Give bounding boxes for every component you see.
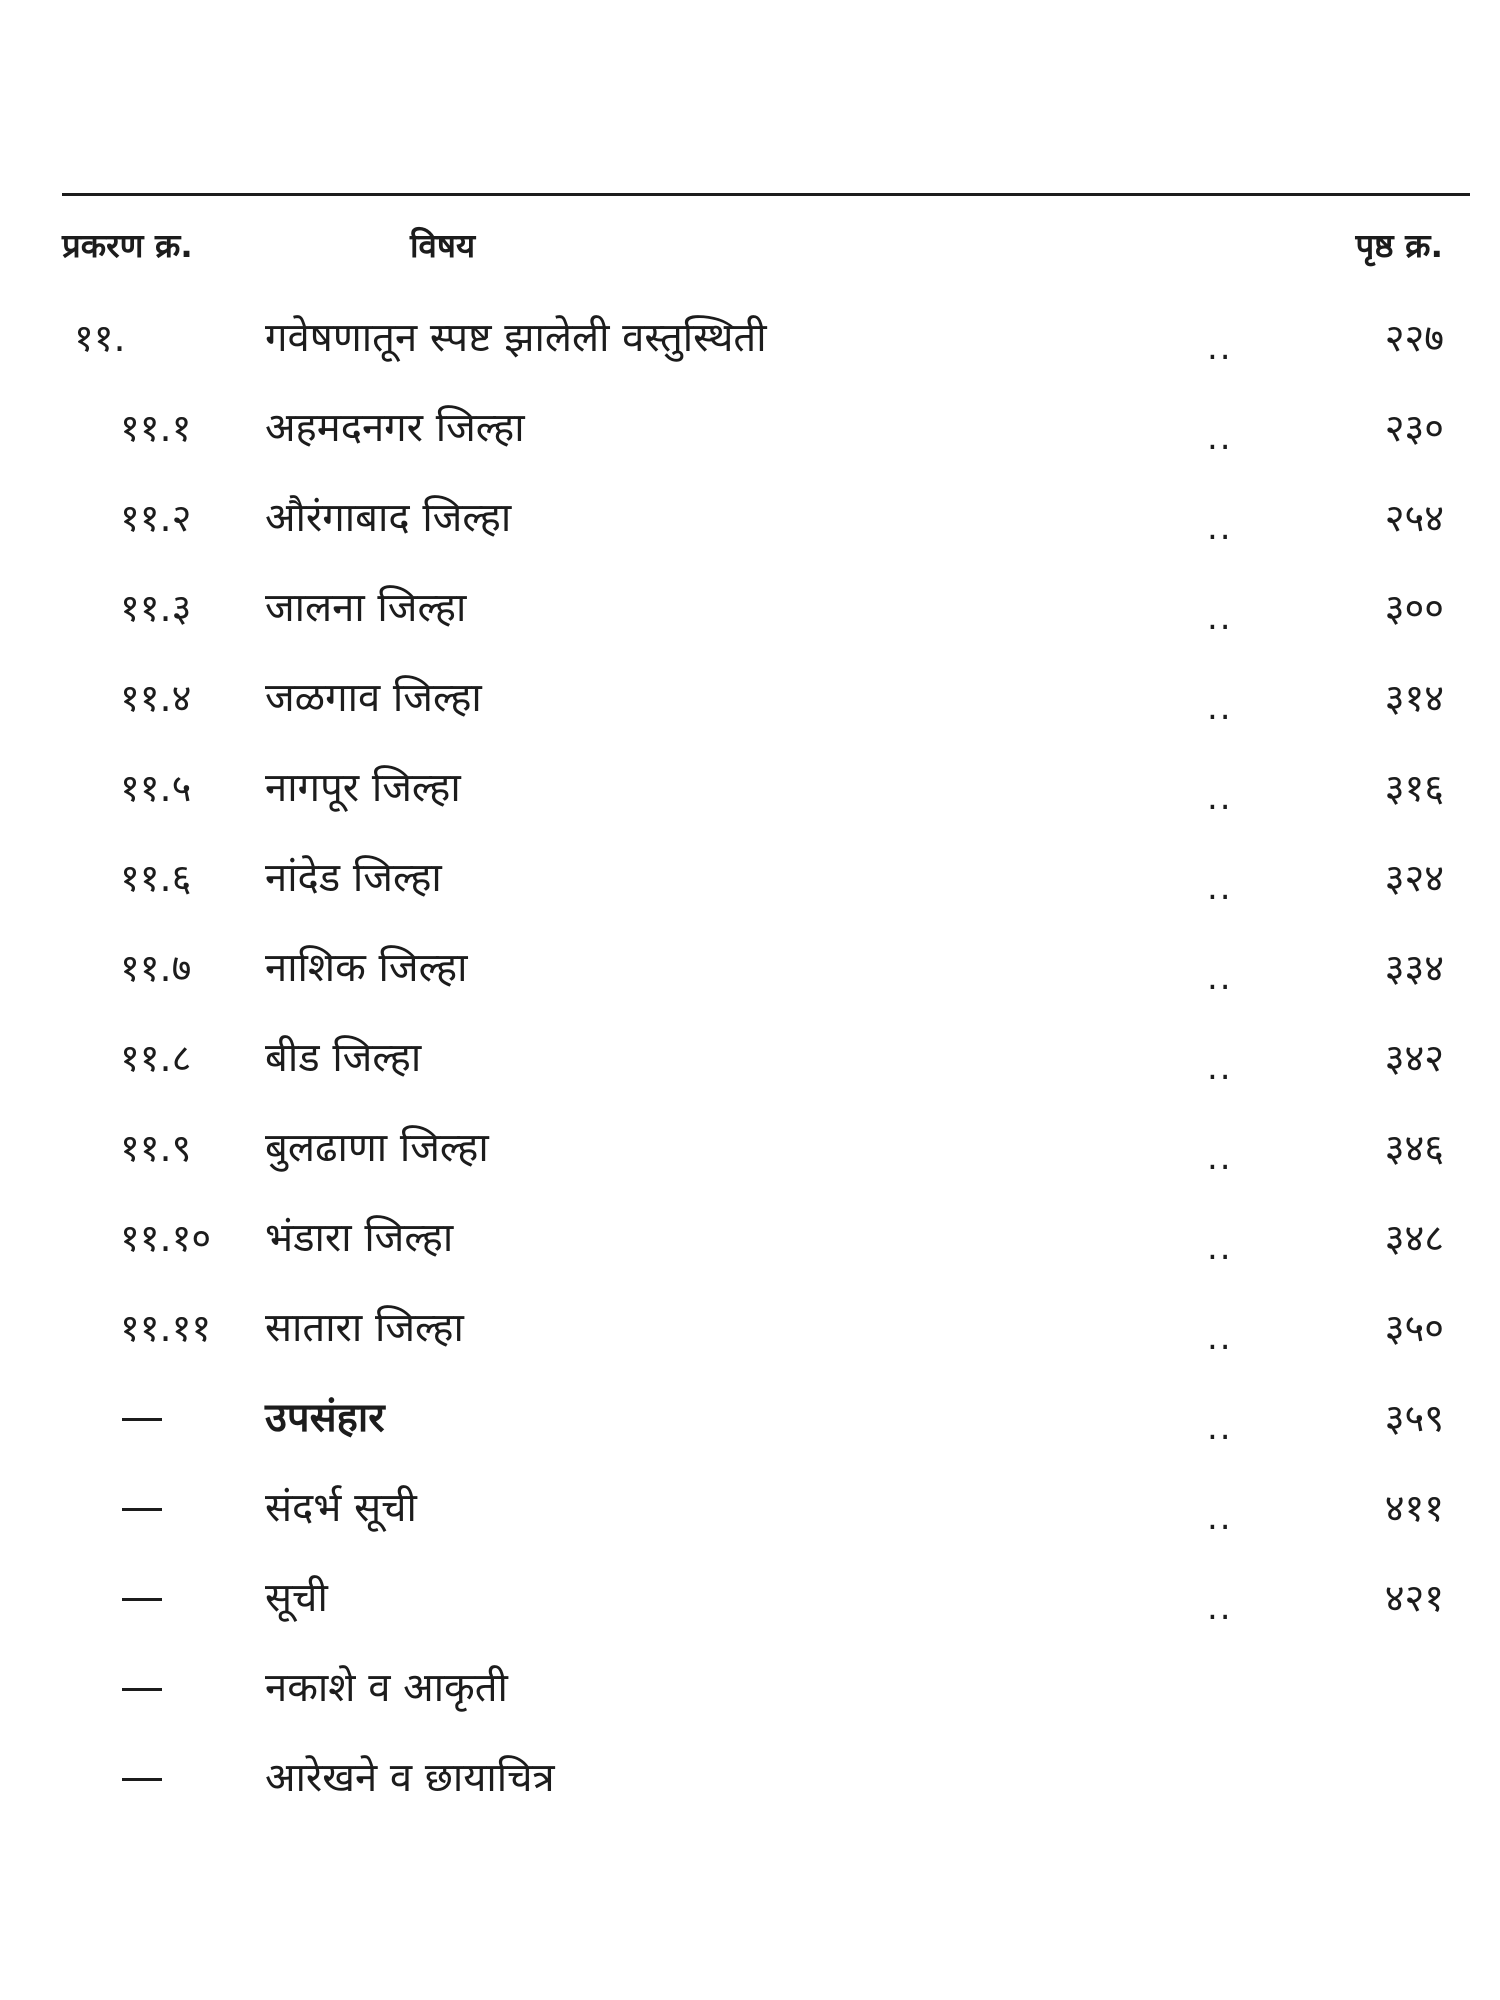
entry-leader: .. [1207, 1498, 1233, 1538]
entry-number: ११.२ [120, 496, 192, 540]
entry-page: ३५० [1384, 1306, 1444, 1350]
entry-leader: .. [1207, 1138, 1233, 1178]
dash-marker [122, 1778, 162, 1781]
entry-page: २३० [1384, 406, 1444, 450]
page-no-heading: पृष्ठ क्र. [1355, 226, 1443, 265]
chapter-no-heading: प्रकरण क्र. [62, 226, 193, 265]
entry-title: गवेषणातून स्पष्ट झालेली वस्तुस्थिती [265, 315, 767, 361]
entry-number: ११. [74, 316, 126, 360]
entry-leader: .. [1207, 1048, 1233, 1088]
toc-entry [0, 1026, 1500, 1090]
toc-entry [0, 1656, 1500, 1720]
entry-title: बुलढाणा जिल्हा [265, 1125, 489, 1171]
entry-page: ३२४ [1384, 856, 1444, 900]
entry-title: जालना जिल्हा [265, 585, 467, 631]
entry-page: ३३४ [1384, 946, 1444, 990]
entry-page: ३०० [1384, 586, 1444, 630]
entry-page: ३५९ [1384, 1396, 1444, 1440]
entry-title: अहमदनगर जिल्हा [265, 405, 525, 451]
entry-leader: .. [1207, 688, 1233, 728]
subject-heading: विषय [410, 226, 476, 265]
entry-title: सूची [265, 1575, 328, 1621]
entry-number: ११.५ [120, 766, 192, 810]
dash-marker [122, 1688, 162, 1691]
toc-entry [0, 306, 1500, 370]
toc-entry [0, 666, 1500, 730]
entry-number: ११.१० [120, 1216, 212, 1260]
entry-leader: .. [1207, 328, 1233, 368]
entry-leader: .. [1207, 1588, 1233, 1628]
toc-entry [0, 1746, 1500, 1810]
entry-title: नांदेड जिल्हा [265, 855, 442, 901]
entry-title: औरंगाबाद जिल्हा [265, 495, 512, 541]
entry-title: नकाशे व आकृती [265, 1665, 508, 1711]
toc-entry [0, 1296, 1500, 1360]
toc-entry [0, 846, 1500, 910]
entry-page: ३१६ [1384, 766, 1444, 810]
toc-entry [0, 1206, 1500, 1270]
entry-page: ४२१ [1384, 1576, 1444, 1620]
entry-title: सातारा जिल्हा [265, 1305, 464, 1351]
entry-title: उपसंहार [265, 1395, 385, 1441]
entry-page: ३४२ [1384, 1036, 1444, 1080]
entry-page: २५४ [1384, 496, 1444, 540]
toc-entry [0, 1386, 1500, 1450]
entry-number: ११.१ [120, 406, 192, 450]
dash-marker [122, 1418, 162, 1421]
entry-title: संदर्भ सूची [265, 1485, 417, 1531]
entry-leader: .. [1207, 1228, 1233, 1268]
entry-title: नागपूर जिल्हा [265, 765, 461, 811]
entry-leader: .. [1207, 778, 1233, 818]
entry-number: ११.११ [120, 1306, 212, 1350]
entry-page: ४११ [1384, 1486, 1444, 1530]
entry-leader: .. [1207, 598, 1233, 638]
entry-number: ११.३ [120, 586, 192, 630]
toc-entry [0, 1116, 1500, 1180]
entry-title: नाशिक जिल्हा [265, 945, 468, 991]
toc-entry [0, 1476, 1500, 1540]
entry-leader: .. [1207, 508, 1233, 548]
entry-leader: .. [1207, 1408, 1233, 1448]
entry-title: जळगाव जिल्हा [265, 675, 482, 721]
entry-number: ११.४ [120, 676, 192, 720]
toc-entry [0, 1566, 1500, 1630]
dash-marker [122, 1598, 162, 1601]
dash-marker [122, 1508, 162, 1511]
entry-title: बीड जिल्हा [265, 1035, 422, 1081]
entry-number: ११.८ [120, 1036, 192, 1080]
toc-entry [0, 396, 1500, 460]
entry-leader: .. [1207, 958, 1233, 998]
entry-leader: .. [1207, 868, 1233, 908]
entry-page: ३४६ [1384, 1126, 1444, 1170]
entry-leader: .. [1207, 418, 1233, 458]
toc-entry [0, 936, 1500, 1000]
entry-number: ११.६ [120, 856, 192, 900]
entry-page: ३४८ [1384, 1216, 1444, 1260]
entry-page: २२७ [1384, 316, 1444, 360]
entry-number: ११.९ [120, 1126, 192, 1170]
entry-title: भंडारा जिल्हा [265, 1215, 454, 1261]
entry-page: ३१४ [1384, 676, 1444, 720]
entry-number: ११.७ [120, 946, 192, 990]
entry-title: आरेखने व छायाचित्र [265, 1755, 555, 1801]
toc-entry [0, 486, 1500, 550]
entry-leader: .. [1207, 1318, 1233, 1358]
toc-entry [0, 576, 1500, 640]
toc-entry [0, 756, 1500, 820]
